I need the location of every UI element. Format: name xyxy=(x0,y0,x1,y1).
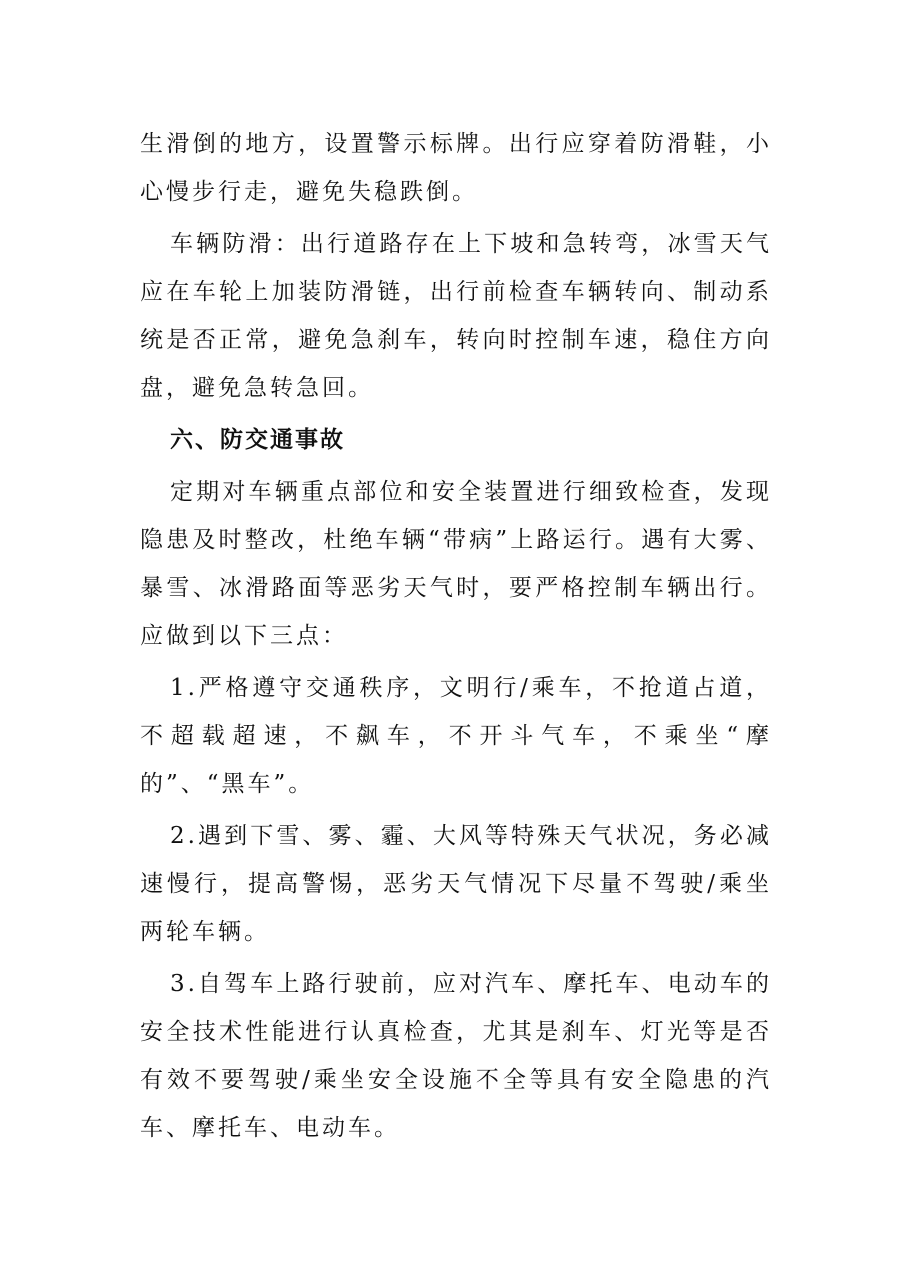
paragraph-vehicle-antiskid: 车辆防滑：出行道路存在上下坡和急转弯，冰雪天气应在车轮上加装防滑链，出行前检查车辆转向、制动系统是否正常，避免急刹车，转向时控制车速，稳住方向盘，避免急转急回。 xyxy=(140,231,772,401)
paragraph-vehicle-inspection: 定期对车辆重点部位和安全装置进行细致检查，发现隐患及时整改，杜绝车辆“带病”上路运行。遇有大雾、暴雪、冰滑路面等恶劣天气时，要严格控制车辆出行。应做到以下三点： xyxy=(140,479,772,649)
list-item-1: 1.严格遵守交通秩序，文明行/乘车，不抢道占道，不超载超速，不飙车，不开斗气车，不乘坐“摩的”、“黑车”。 xyxy=(140,675,772,797)
list-item-2: 2.遇到下雪、雾、霾、大风等特殊天气状况，务必减速慢行，提高警惕，恶劣天气情况下尽量不驾驶/乘坐两轮车辆。 xyxy=(140,823,772,945)
list-item-3: 3.自驾车上路行驶前，应对汽车、摩托车、电动车的安全技术性能进行认真检查，尤其是刹车、灯光等是否有效不要驾驶/乘坐安全设施不全等具有安全隐患的汽车、摩托车、电动车。 xyxy=(140,971,772,1141)
paragraph-continuation: 生滑倒的地方，设置警示标牌。出行应穿着防滑鞋，小心慢步行走，避免失稳跌倒。 xyxy=(140,131,772,205)
section-heading-traffic-accident: 六、防交通事故 xyxy=(170,427,345,453)
document-body xyxy=(140,120,772,1156)
